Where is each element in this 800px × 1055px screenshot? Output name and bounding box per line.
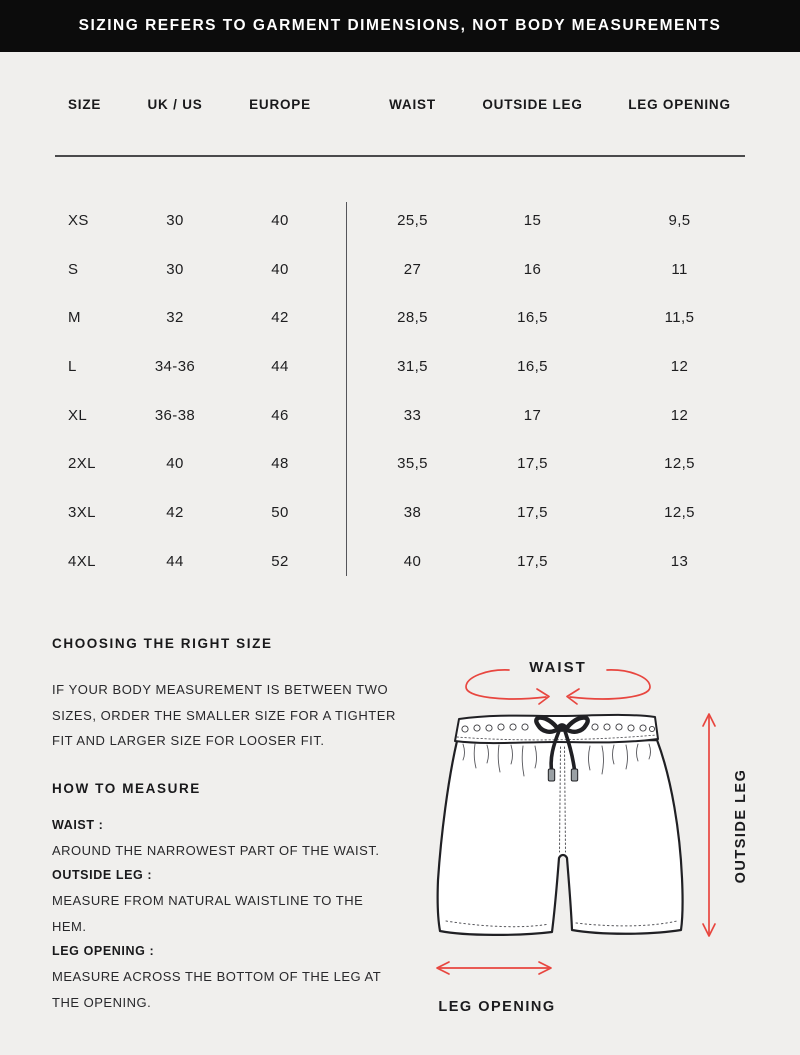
cell-outside-leg: 17,5 <box>517 455 548 473</box>
cell-size: M <box>68 309 81 327</box>
cell-europe: 44 <box>271 357 289 375</box>
cell-outside-leg: 17,5 <box>517 503 548 521</box>
table-row <box>55 342 745 391</box>
measure-item <box>52 813 408 864</box>
measure-def-outside-leg: MEASURE FROM NATURAL WAISTLINE TO THE HEM. <box>52 893 364 934</box>
cell-size: 3XL <box>68 503 96 521</box>
cell-uk-us: 30 <box>166 260 184 278</box>
cell-europe: 52 <box>271 552 289 570</box>
cell-size: XL <box>68 406 88 424</box>
table-row <box>55 245 745 294</box>
cell-leg-opening: 12,5 <box>664 455 695 473</box>
measure-def-waist: AROUND THE NARROWEST PART OF THE WAIST. <box>52 842 380 858</box>
cell-uk-us: 32 <box>166 309 184 327</box>
cell-waist: 33 <box>403 406 422 424</box>
table-row <box>55 196 745 245</box>
table-row <box>55 293 745 342</box>
cell-uk-us: 34-36 <box>154 357 196 375</box>
cell-size: 2XL <box>68 455 96 473</box>
column-header-europe: EUROPE <box>249 97 311 112</box>
waist-label: WAIST <box>529 659 587 676</box>
cell-waist: 40 <box>403 552 422 570</box>
cell-waist: 27 <box>403 260 422 278</box>
cell-uk-us: 40 <box>166 455 184 473</box>
cell-uk-us: 42 <box>166 503 184 521</box>
cell-europe: 40 <box>271 260 289 278</box>
cell-outside-leg: 16 <box>523 260 542 278</box>
cell-outside-leg: 16,5 <box>517 309 548 327</box>
measure-term-waist: WAIST : <box>52 817 104 832</box>
cell-outside-leg: 15 <box>523 211 542 229</box>
size-table-header <box>55 97 745 112</box>
cell-waist: 35,5 <box>397 455 428 473</box>
choosing-body: IF YOUR BODY MEASUREMENT IS BETWEEN TWO SIZES, ORDER THE SMALLER SIZE FOR A TIGHTER FIT AND LARGER SIZE FOR LOOSER FIT. <box>52 682 396 748</box>
cell-leg-opening: 12 <box>670 357 689 375</box>
cell-outside-leg: 16,5 <box>517 357 548 375</box>
cell-outside-leg: 17 <box>523 406 542 424</box>
column-header-size: SIZE <box>68 97 102 112</box>
column-header-outside-leg: OUTSIDE LEG <box>482 97 583 112</box>
outside-leg-arrow <box>703 714 715 936</box>
measure-def-leg-opening: MEASURE ACROSS THE BOTTOM OF THE LEG AT THE OPENING. <box>52 969 381 1010</box>
measure-list <box>52 813 408 1015</box>
cell-europe: 42 <box>271 309 289 327</box>
cell-uk-us: 30 <box>166 211 184 229</box>
leg-opening-arrow <box>437 962 551 974</box>
cell-europe: 40 <box>271 211 289 229</box>
shorts-measurement-diagram <box>420 640 780 1040</box>
measure-item <box>52 863 408 939</box>
cell-size: S <box>68 260 79 278</box>
cell-leg-opening: 13 <box>670 552 689 570</box>
cell-europe: 50 <box>271 503 289 521</box>
cell-size: 4XL <box>68 552 96 570</box>
cell-leg-opening: 11 <box>671 260 688 278</box>
banner-text: SIZING REFERS TO GARMENT DIMENSIONS, NOT BODY MEASUREMENTS <box>78 17 722 34</box>
measure-item <box>52 939 408 1015</box>
cell-leg-opening: 12,5 <box>664 503 695 521</box>
notes-column <box>52 630 408 1015</box>
table-row <box>55 439 745 488</box>
choosing-heading: CHOOSING THE RIGHT SIZE <box>52 636 273 651</box>
cell-uk-us: 44 <box>166 552 184 570</box>
shorts-illustration <box>438 715 683 935</box>
how-to-measure-heading: HOW TO MEASURE <box>52 780 201 796</box>
table-row <box>55 488 745 537</box>
cell-europe: 46 <box>271 406 289 424</box>
table-row <box>55 537 745 586</box>
measure-term-outside-leg: OUTSIDE LEG : <box>52 868 153 883</box>
cell-outside-leg: 17,5 <box>517 552 548 570</box>
size-table-body <box>55 196 745 586</box>
cell-uk-us: 36-38 <box>154 406 196 424</box>
cell-waist: 25,5 <box>397 211 428 229</box>
cell-leg-opening: 12 <box>670 406 689 424</box>
column-header-waist: WAIST <box>389 97 436 112</box>
cell-waist: 31,5 <box>397 357 428 375</box>
cell-waist: 38 <box>403 503 422 521</box>
table-row <box>55 391 745 440</box>
table-vertical-divider <box>346 202 347 576</box>
cell-leg-opening: 11,5 <box>664 309 695 327</box>
cell-size: XS <box>68 211 89 229</box>
leg-opening-label: LEG OPENING <box>438 999 556 1015</box>
column-header-leg-opening: LEG OPENING <box>628 97 731 112</box>
measure-term-leg-opening: LEG OPENING : <box>52 943 155 958</box>
cell-leg-opening: 9,5 <box>668 211 691 229</box>
outside-leg-label: OUTSIDE LEG <box>733 768 749 884</box>
table-header-rule <box>55 155 745 157</box>
banner <box>0 0 800 52</box>
column-header-uk-us: UK / US <box>147 97 203 112</box>
cell-europe: 48 <box>271 455 289 473</box>
cell-size: L <box>68 357 77 375</box>
cell-waist: 28,5 <box>397 309 428 327</box>
